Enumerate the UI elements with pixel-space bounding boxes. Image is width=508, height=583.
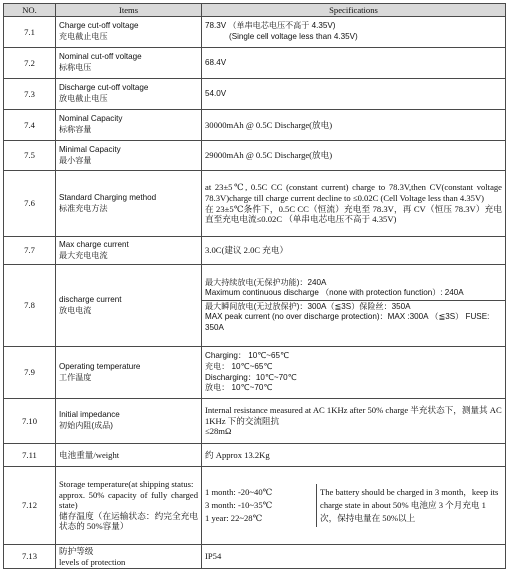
header-items: Items <box>56 4 202 17</box>
spec-cell: 54.0V <box>202 79 506 110</box>
spec-cell: 68.4V <box>202 48 506 79</box>
storage-note: The battery should be charged in 3 month，keep its charge state in about 50% 电池应 3 个月充电 1 次，保持电量在 50%以上 <box>317 484 506 527</box>
table-row <box>4 444 506 467</box>
item-cell: Max charge current 最大充电电流 <box>56 237 202 265</box>
table-row <box>4 79 506 110</box>
table-row <box>4 399 506 444</box>
row-number: 7.6 <box>4 171 56 237</box>
item-cell: Storage temperature(at shipping status: approx. 50% capacity of fully charged state) 储存温度（在运输状态：约完全充电状态的 50%容量） <box>56 467 202 545</box>
spec-cell: 约 Approx 13.2Kg <box>202 444 506 467</box>
table-row <box>4 48 506 79</box>
table-row <box>4 347 506 399</box>
spec-cell: 3.0C(建议 2.0C 充电） <box>202 237 506 265</box>
row-number: 7.1 <box>4 17 56 48</box>
item-cell: 防护等级 levels of protection <box>56 545 202 569</box>
table-row <box>4 237 506 265</box>
table-row <box>4 545 506 569</box>
item-cell: Minimal Capacity 最小容量 <box>56 141 202 171</box>
row-number: 7.3 <box>4 79 56 110</box>
spec-cell: at 23±5℃, 0.5C CC (constant current) charge to 78.3V,then CV(constant voltage 78.3V)charge till charge current decline to ≤0.02C (Cell Voltage less than 4.35V) 在 23±5℃条件下，0.5C CC（恒流）充电至 78.3V，再 CV（恒压 78.3V）充电直至充电电流≤0.02C （单串电芯电压不高于 4.35V) <box>202 171 506 237</box>
row-number: 7.2 <box>4 48 56 79</box>
row-number: 7.8 <box>4 265 56 347</box>
table-row <box>4 265 506 347</box>
item-cell: Discharge cut-off voltage 放电截止电压 <box>56 79 202 110</box>
item-cell: 电池重量/weight <box>56 444 202 467</box>
storage-durations: 1 month: -20~40℃ 3 month: -10~35℃ 1 year: 22~28℃ <box>205 487 273 523</box>
header-row <box>4 4 506 17</box>
storage-subtable <box>202 484 505 527</box>
item-cell: Initial impedance 初始内阻(成品) <box>56 399 202 444</box>
row-number: 7.4 <box>4 110 56 141</box>
item-cell: Nominal cut-off voltage 标称电压 <box>56 48 202 79</box>
item-cell: Standard Charging method 标准充电方法 <box>56 171 202 237</box>
row-number: 7.9 <box>4 347 56 399</box>
row-number: 7.12 <box>4 467 56 545</box>
discharge-subtable: 最大持续放电(无保护功能)：240A Maximum continuous discharge （none with protection function）: 240A 最大瞬间放电(无过放保护)：300A（≦3S）保险丝：350A MAX peak current (no over discharge protection)：MAX :300A （≦3S） FUSE: 350A <box>202 277 505 335</box>
spec-cell: IP54 <box>202 545 506 569</box>
row-number: 7.5 <box>4 141 56 171</box>
spec-cell <box>202 265 506 347</box>
spec-cell <box>202 467 506 545</box>
table-row <box>4 141 506 171</box>
item-cell: discharge current 放电电流 <box>56 265 202 347</box>
table-row <box>4 171 506 237</box>
spec-cell: 78.3V （单串电芯电压不高于 4.35V) (Single cell voltage less than 4.35V) <box>202 17 506 48</box>
row-number: 7.10 <box>4 399 56 444</box>
header-no: NO. <box>4 4 56 17</box>
item-cell: Charge cut-off voltage 充电截止电压 <box>56 17 202 48</box>
row-number: 7.13 <box>4 545 56 569</box>
item-cell: Operating temperature 工作温度 <box>56 347 202 399</box>
item-cell: Nominal Capacity 标称容量 <box>56 110 202 141</box>
header-specifications: Specifications <box>202 4 506 17</box>
row-number: 7.11 <box>4 444 56 467</box>
spec-cell: 29000mAh @ 0.5C Discharge(放电) <box>202 141 506 171</box>
spec-cell: Charging： 10℃~65℃ 充电： 10℃~65℃ Discharging：10℃~70℃ 放电： 10℃~70℃ <box>202 347 506 399</box>
spec-cell: 30000mAh @ 0.5C Discharge(放电) <box>202 110 506 141</box>
table-row <box>4 110 506 141</box>
specifications-table <box>3 3 506 569</box>
spec-cell: Internal resistance measured at AC 1KHz after 50% charge 半充状态下，测量其 AC 1KHz 下的交流阻抗 ≤28mΩ <box>202 399 506 444</box>
table-row <box>4 17 506 48</box>
table-row <box>4 467 506 545</box>
row-number: 7.7 <box>4 237 56 265</box>
